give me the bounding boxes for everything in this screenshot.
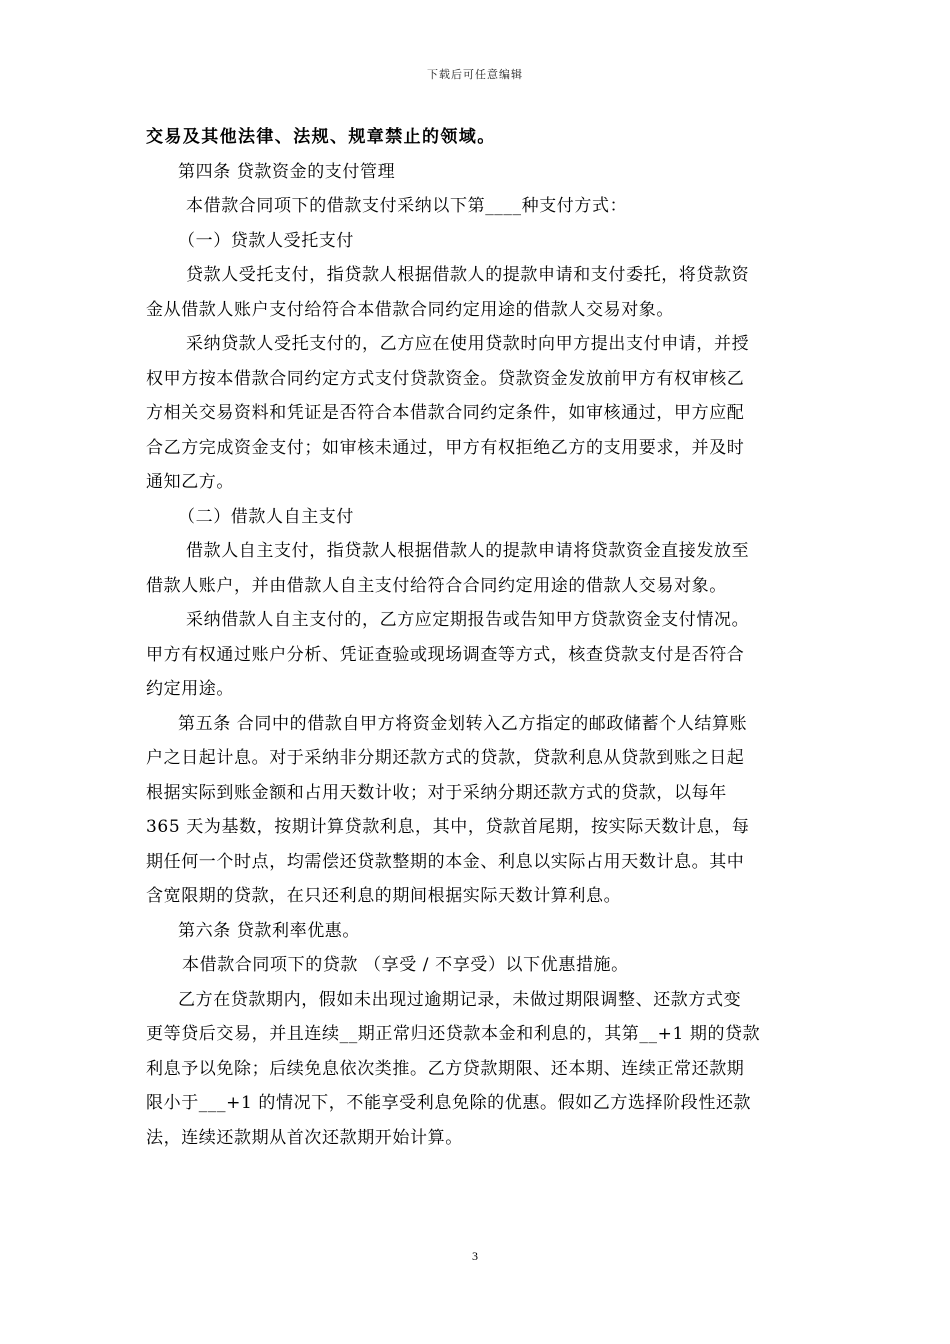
paragraph-line: 法，连续还款期从首次还款期开始计算。 [146, 1127, 463, 1148]
article-heading: 第六条 贷款利率优惠。 [178, 920, 361, 941]
article-heading: 第五条 合同中的借款自甲方将资金划转入乙方指定的邮政储蓄个人结算账 [178, 713, 748, 734]
paragraph-line: 合乙方完成资金支付；如审核未通过，甲方有权拒绝乙方的支用要求，并及时 [146, 437, 745, 458]
paragraph-line: 利息予以免除；后续免息依次类推。乙方贷款期限、还本期、连续正常还款期 [146, 1058, 745, 1079]
paragraph-line: 方相关交易资料和凭证是否符合本借款合同约定条件，如审核通过，甲方应配 [146, 403, 745, 423]
paragraph-line: 通知乙方。 [146, 472, 234, 492]
article-heading: 第四条 贷款资金的支付管理 [178, 161, 396, 182]
paragraph-line: 交易及其他法律、法规、规章禁止的领域。 [146, 127, 496, 147]
paragraph-line: 乙方在贷款期内，假如未出现过逾期记录，未做过期限调整、还款方式变 [178, 989, 742, 1010]
paragraph-line: 期任何一个时点，均需偿还贷款整期的本金、利息以实际占用天数计息。其中 [146, 851, 745, 872]
paragraph-line: 约定用途。 [146, 679, 234, 699]
paragraph-line: 甲方有权通过账户分析、凭证查验或现场调查等方式，核查贷款支付是否符合 [146, 644, 745, 665]
page-number: 3 [472, 1249, 478, 1263]
document-body [146, 120, 810, 1155]
paragraph-line: 限小于___+1 的情况下，不能享受利息免除的优惠。假如乙方选择阶段性还款 [146, 1093, 752, 1113]
paragraph-line: 根据实际到账金额和占用天数计收；对于采纳分期还款方式的贷款，以每年 [146, 782, 727, 803]
paragraph-line: 更等贷后交易，并且连续__期正常归还贷款本金和利息的，其第__+1 期的贷款 [146, 1024, 761, 1044]
paragraph-line: 含宽限期的贷款，在只还利息的期间根据实际天数计算利息。 [146, 886, 622, 906]
paragraph-line: 户之日起计息。对于采纳非分期还款方式的贷款，贷款利息从贷款到账之日起 [146, 748, 745, 768]
paragraph-line: 借款人账户，并由借款人自主支付给符合合同约定用途的借款人交易对象。 [146, 575, 727, 596]
page-header: 下载后可任意编辑 [427, 68, 523, 81]
paragraph-line: 365 天为基数，按期计算贷款利息，其中，贷款首尾期，按实际天数计息，每 [146, 817, 750, 837]
paragraph-line: 本借款合同项下的借款支付采纳以下第____种支付方式： [186, 196, 628, 216]
paragraph-line: 采纳贷款人受托支付的，乙方应在使用贷款时向甲方提出支付申请，并授 [186, 334, 750, 354]
paragraph-line: 借款人自主支付，指贷款人根据借款人的提款申请将贷款资金直接发放至 [186, 541, 750, 561]
section-heading: （一）贷款人受托支付 [178, 230, 354, 251]
paragraph-line: 权甲方按本借款合同约定方式支付贷款资金。贷款资金发放前甲方有权审核乙 [146, 368, 745, 389]
paragraph-line: 金从借款人账户支付给符合本借款合同约定用途的借款人交易对象。 [146, 299, 674, 320]
paragraph-line: 本借款合同项下的贷款 （享受 / 不享受）以下优惠措施。 [182, 955, 629, 975]
section-heading: （二）借款人自主支付 [178, 506, 354, 527]
paragraph-line: 采纳借款人自主支付的，乙方应定期报告或告知甲方贷款资金支付情况。 [186, 610, 750, 630]
paragraph-line: 贷款人受托支付，指贷款人根据借款人的提款申请和支付委托，将贷款资 [186, 265, 750, 285]
